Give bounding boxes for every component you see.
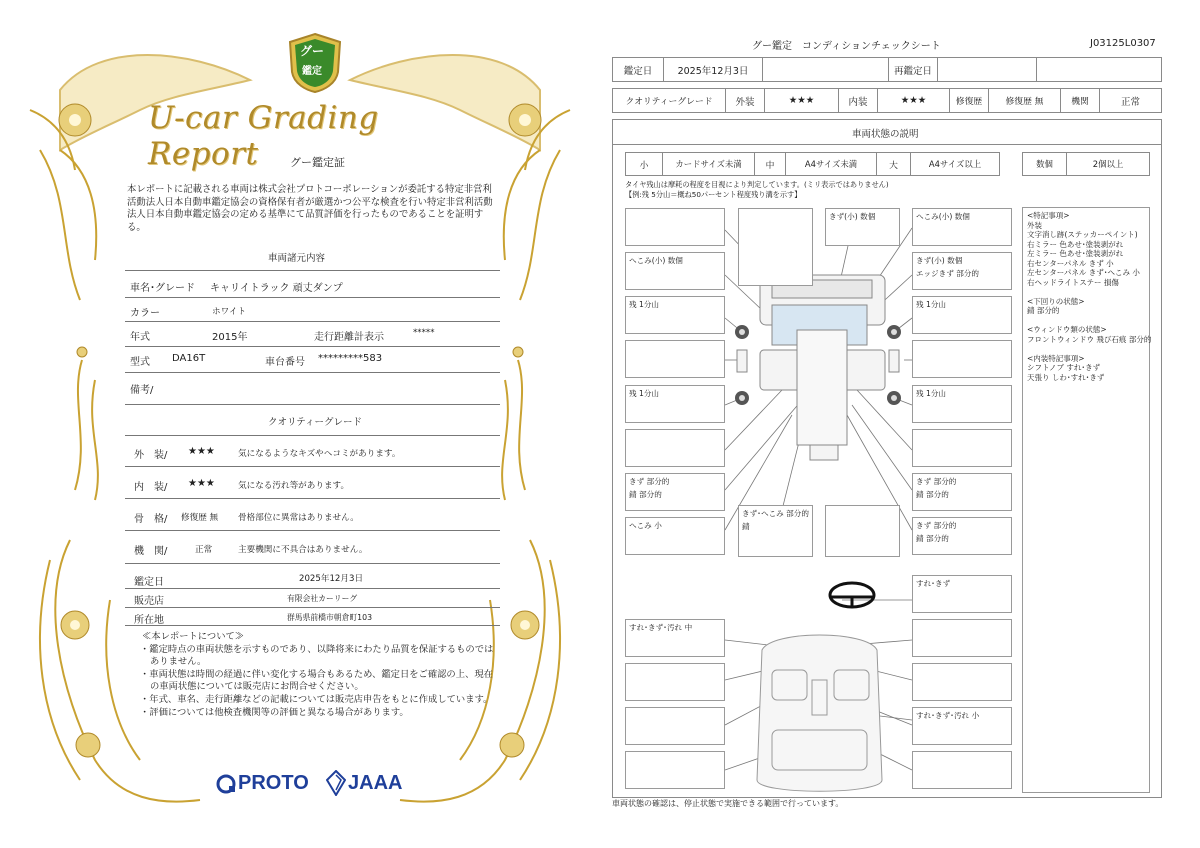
- condition-box: [912, 517, 1012, 555]
- dealer-value: 有限会社カーリーグ: [287, 594, 358, 603]
- divider: [125, 625, 500, 626]
- condition-box: [912, 663, 1012, 701]
- spec-color-label: カラー: [130, 308, 160, 319]
- sheet-date-label: 鑑定日: [612, 57, 664, 82]
- note-line: 左センターパネル きず･へこみ 小: [1027, 268, 1140, 277]
- badge-text-bottom: 鑑定: [302, 66, 322, 77]
- date-value: 2025年12月3日: [299, 574, 364, 584]
- spec-color-value: ホワイト: [212, 307, 247, 317]
- note-line: 天張り しわ･すれ･きず: [1027, 372, 1105, 382]
- condition-text: へこみ(小) 数個: [916, 212, 970, 221]
- sheet-repair-value: 修復歴 無: [988, 88, 1061, 113]
- sheet-interior-label: 内装: [838, 88, 878, 113]
- quality-interior-desc: 気になる汚れ等があります。: [238, 481, 350, 491]
- divider: [125, 404, 500, 405]
- divider: [125, 372, 500, 373]
- condition-text: 残 1分山: [629, 389, 660, 398]
- condition-text: 残 1分山: [916, 300, 947, 309]
- spec-heading: 車両諸元内容: [268, 253, 326, 264]
- condition-box: [625, 340, 725, 378]
- note-item: ・年式、車名、走行距離などの記載については販売店申告をもとに作成しています。: [140, 693, 493, 705]
- legend-large: 大: [876, 152, 911, 176]
- condition-text: へこみ 小: [629, 521, 662, 530]
- certificate-body: 本レポートに記載される車両は株式会社プロトコーポレーションが委託する特定非営利活動法人日本自動車鑑定協会の資格保有者が厳選かつ公平な検査を行い特定非営利活動法人日本自動車鑑定協会の定める基準にて品質評価を行ったものであることを証明する。: [127, 184, 493, 233]
- condition-text: 残 1分山: [916, 389, 947, 398]
- note-line: [1027, 316, 1145, 326]
- quality-heading: クオリティーグレード: [268, 417, 363, 428]
- divider: [125, 607, 500, 608]
- divider: [125, 297, 500, 298]
- legend-mid: 中: [754, 152, 786, 176]
- legend-small-desc: カードサイズ未満: [662, 152, 755, 176]
- condition-text: すれ･きず: [916, 579, 951, 588]
- spec-name-label: 車名･グレード: [130, 283, 195, 294]
- condition-box: [912, 707, 1012, 745]
- condition-box: [738, 505, 813, 557]
- notes-heading: ≪本レポートについて≫: [142, 631, 245, 642]
- spec-chassis-value: *********583: [318, 353, 383, 364]
- sheet-redate-blank: [1036, 57, 1162, 82]
- spec-mileage-label: 走行距離計表示: [314, 332, 384, 343]
- sheet-date-value: 2025年12月3日: [663, 57, 763, 82]
- condition-box: [912, 575, 1012, 613]
- note-line: 左ミラー 色あせ･塗装剥がれ: [1027, 249, 1124, 258]
- legend-count-desc: 2個以上: [1066, 152, 1150, 176]
- quality-engine-value: 正常: [195, 545, 213, 555]
- legend-count: 数個: [1022, 152, 1067, 176]
- sheet-exterior-label: 外装: [725, 88, 765, 113]
- condition-box: [625, 663, 725, 701]
- quality-exterior-desc: 気になるようなキズやヘコミがあります。: [238, 449, 401, 459]
- jaaa-logo-icon: [326, 770, 346, 796]
- condition-box: [625, 619, 725, 657]
- address-value: 群馬県前橋市朝倉町103: [287, 613, 373, 622]
- quality-engine-desc: 主要機関に不具合はありません。: [238, 545, 368, 555]
- condition-text: きず･へこみ 部分的 錆: [742, 509, 809, 531]
- condition-box: [912, 296, 1012, 334]
- tire-note-1: タイヤ残山は摩耗の程度を目視により判定しています。(ミリ表示ではありません): [625, 180, 889, 189]
- sheet-date-blank: [762, 57, 889, 82]
- divider: [612, 144, 1162, 145]
- condition-box: [912, 429, 1012, 467]
- condition-box: [625, 473, 725, 511]
- proto-logo-icon: [216, 774, 236, 794]
- divider: [125, 498, 500, 499]
- jaaa-logo: JAAA: [348, 772, 403, 794]
- sheet-engine-label: 機関: [1060, 88, 1100, 113]
- divider: [125, 588, 500, 589]
- condition-box: [625, 385, 725, 423]
- condition-box: [912, 208, 1012, 246]
- quality-interior-label: 内 装/: [134, 482, 168, 493]
- condition-box: [912, 385, 1012, 423]
- spec-name-value: キャリイトラック 頑丈ダンプ: [210, 283, 343, 294]
- sheet-footer: 車両状態の確認は、停止状態で実施できる範囲で行っています。: [612, 799, 844, 808]
- note-line: <特記事項>: [1027, 211, 1070, 220]
- condition-box: [912, 340, 1012, 378]
- sheet-title: グー鑑定 コンディションチェックシート: [752, 41, 941, 52]
- sheet-engine-value: 正常: [1099, 88, 1162, 113]
- condition-text: きず 部分的 錆 部分的: [916, 521, 957, 543]
- special-notes-panel: [1022, 207, 1150, 793]
- quality-exterior-value: ★★★: [188, 446, 215, 457]
- state-title: 車両状態の説明: [852, 129, 919, 140]
- condition-text: きず 部分的 錆 部分的: [916, 477, 957, 499]
- condition-box: [912, 473, 1012, 511]
- note-item: ・車両状態は時間の経過に伴い変化する場合もあるため、鑑定日をご確認の上、現在の車両状態については販売店にお問合せください。: [140, 668, 493, 693]
- sheet-redate-label: 再鑑定日: [888, 57, 938, 82]
- proto-logo: PROTO: [238, 772, 309, 794]
- note-line: シフトノブ すれ･きず: [1027, 363, 1101, 372]
- divider: [125, 346, 500, 347]
- address-label: 所在地: [134, 615, 164, 626]
- legend-small: 小: [625, 152, 663, 176]
- divider: [125, 466, 500, 467]
- condition-box: [912, 252, 1012, 290]
- sheet-repair-label: 修復歴: [949, 88, 989, 113]
- sheet-code: J03125L0307: [1090, 38, 1156, 49]
- spec-model-value: DA16T: [172, 353, 206, 364]
- condition-text: きず 部分的 錆 部分的: [629, 477, 670, 499]
- note-line: [1027, 287, 1145, 297]
- quality-exterior-label: 外 装/: [134, 450, 168, 461]
- condition-box: [738, 208, 813, 286]
- divider: [125, 270, 500, 271]
- note-item: ・鑑定時点の車両状態を示すものであり、以降将来にわたり品質を保証するものではありません。: [140, 643, 494, 668]
- condition-text: すれ･きず･汚れ 小: [916, 711, 980, 720]
- divider: [125, 321, 500, 322]
- condition-box: [625, 208, 725, 246]
- script-title: U-car Grading Report: [148, 100, 379, 172]
- condition-text: へこみ(小) 数個: [629, 256, 683, 265]
- note-line: 錆 部分的: [1027, 306, 1060, 315]
- condition-box: [912, 751, 1012, 789]
- legend-large-desc: A4サイズ以上: [910, 152, 1000, 176]
- condition-text: きず(小) 数個 エッジきず 部分的: [916, 256, 980, 278]
- note-line: 右センターパネル きず 小: [1027, 258, 1114, 268]
- spec-mileage-value: *****: [413, 328, 435, 338]
- sheet-quality-label: クオリティーグレード: [612, 88, 726, 113]
- quality-frame-desc: 骨格部位に異常はありません。: [238, 513, 359, 523]
- date-label: 鑑定日: [134, 577, 164, 588]
- condition-box: [625, 296, 725, 334]
- sheet-interior-value: ★★★: [877, 88, 950, 113]
- dealer-label: 販売店: [134, 596, 164, 607]
- note-line: [1027, 344, 1145, 354]
- condition-box: [825, 505, 900, 557]
- spec-model-label: 型式: [130, 357, 150, 368]
- note-line: 右ミラー 色あせ･塗装剥がれ: [1027, 239, 1124, 249]
- note-item: ・評価については他検査機関等の評価と異なる場合があります。: [140, 706, 409, 718]
- tire-note-2: 【例:残 5分山＝概ね50パーセント程度残り溝を示す】: [625, 190, 802, 199]
- spec-remarks-label: 備考/: [130, 385, 154, 396]
- badge-text-top: グー: [300, 44, 325, 58]
- condition-text: 残 1分山: [629, 300, 660, 309]
- divider: [125, 563, 500, 564]
- condition-box: [625, 517, 725, 555]
- note-line: フロントウィンドウ 飛び石痕 部分的: [1027, 334, 1152, 344]
- quality-interior-value: ★★★: [188, 478, 215, 489]
- quality-engine-label: 機 関/: [134, 546, 168, 557]
- quality-frame-value: 修復歴 無: [181, 513, 219, 523]
- certificate-title: グー鑑定証: [290, 156, 345, 169]
- condition-text: きず(小) 数個: [829, 212, 876, 221]
- condition-box: [912, 619, 1012, 657]
- note-line: 外装: [1027, 220, 1042, 230]
- note-line: <下回りの状態>: [1027, 296, 1085, 306]
- note-line: 文字消し跡(ステッカーペイント): [1027, 230, 1138, 239]
- note-line: <ウィンドウ類の状態>: [1027, 325, 1107, 334]
- note-line: <内装特記事項>: [1027, 353, 1085, 363]
- divider: [125, 435, 500, 436]
- spec-chassis-label: 車台番号: [265, 357, 305, 368]
- condition-text: すれ･きず･汚れ 中: [629, 623, 693, 632]
- condition-box: [625, 252, 725, 290]
- condition-box: [825, 208, 900, 246]
- note-line: 右ヘッドライトステー 損傷: [1027, 277, 1119, 287]
- report-notes: [138, 631, 498, 719]
- condition-box: [625, 707, 725, 745]
- spec-year-label: 年式: [130, 332, 150, 343]
- legend-mid-desc: A4サイズ未満: [785, 152, 877, 176]
- divider: [125, 530, 500, 531]
- condition-box: [625, 751, 725, 789]
- sheet-exterior-value: ★★★: [764, 88, 839, 113]
- condition-box: [625, 429, 725, 467]
- sheet-redate-value: [937, 57, 1037, 82]
- quality-frame-label: 骨 格/: [134, 514, 168, 525]
- spec-year-value: 2015年: [212, 332, 248, 343]
